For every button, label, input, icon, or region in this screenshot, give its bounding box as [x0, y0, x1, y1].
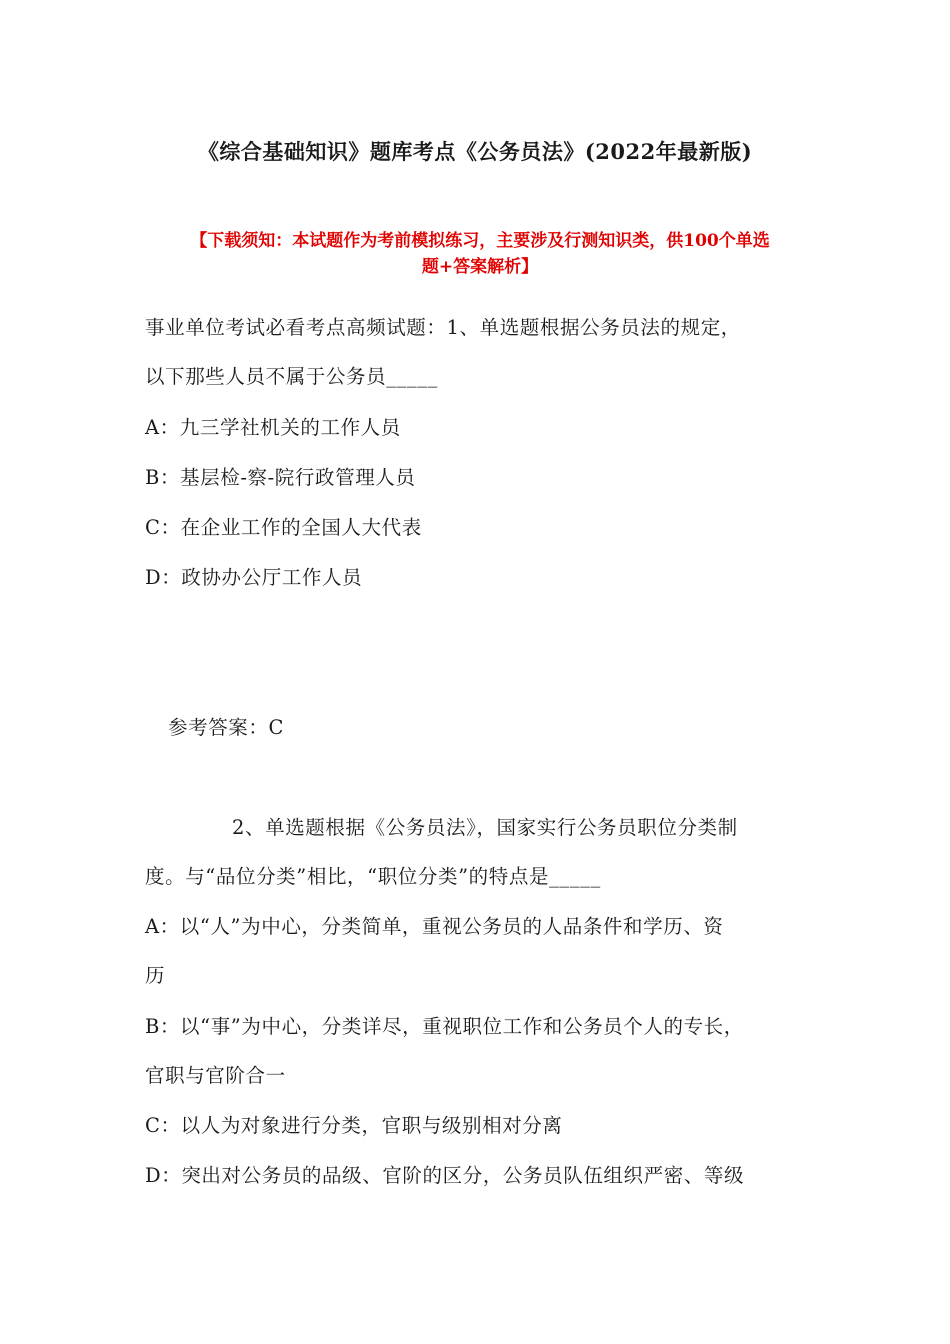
q1-stem-line-1: 事业单位考试必看考点高频试题：1、单选题根据公务员法的规定，	[145, 316, 741, 339]
q1-option-b: B：基层检-察-院行政管理人员	[145, 466, 416, 489]
q2-option-a-line-1: A：以“人”为中心，分类简单，重视公务员的人品条件和学历、资	[145, 915, 724, 938]
q2-option-b-line-2: 官职与官阶合一	[145, 1064, 286, 1087]
q2-option-d-line-1: D：突出对公务员的品级、官阶的区分，公务员队伍组织严密、等级	[145, 1164, 745, 1187]
q1-option-d: D：政协办公厅工作人员	[145, 566, 363, 589]
q1-stem-line-2: 以下那些人员不属于公务员_____	[145, 365, 438, 388]
q2-option-b-line-1: B：以“事”为中心，分类详尽，重视职位工作和公务员个人的专长，	[145, 1015, 744, 1038]
q2-option-c: C：以人为对象进行分类，官职与级别相对分离	[145, 1114, 563, 1137]
q1-answer: 参考答案：C	[168, 716, 285, 739]
download-notice-line-1: 【下载须知：本试题作为考前模拟练习，主要涉及行测知识类，供100个单选	[190, 231, 770, 251]
q1-option-c: C：在企业工作的全国人大代表	[145, 516, 422, 539]
q2-stem-line-2: 度。与“品位分类”相比，“职位分类”的特点是_____	[145, 865, 601, 888]
download-notice	[150, 228, 810, 280]
q2-option-a-line-2: 历	[145, 964, 166, 987]
download-notice-line-2: 题+答案解析】	[421, 257, 539, 277]
q2-stem-line-1: 2、单选题根据《公务员法》，国家实行公务员职位分类制	[232, 816, 738, 839]
document-title: 《综合基础知识》题库考点《公务员法》(2022年最新版)	[197, 139, 753, 164]
q1-option-a: A：九三学社机关的工作人员	[145, 416, 401, 439]
